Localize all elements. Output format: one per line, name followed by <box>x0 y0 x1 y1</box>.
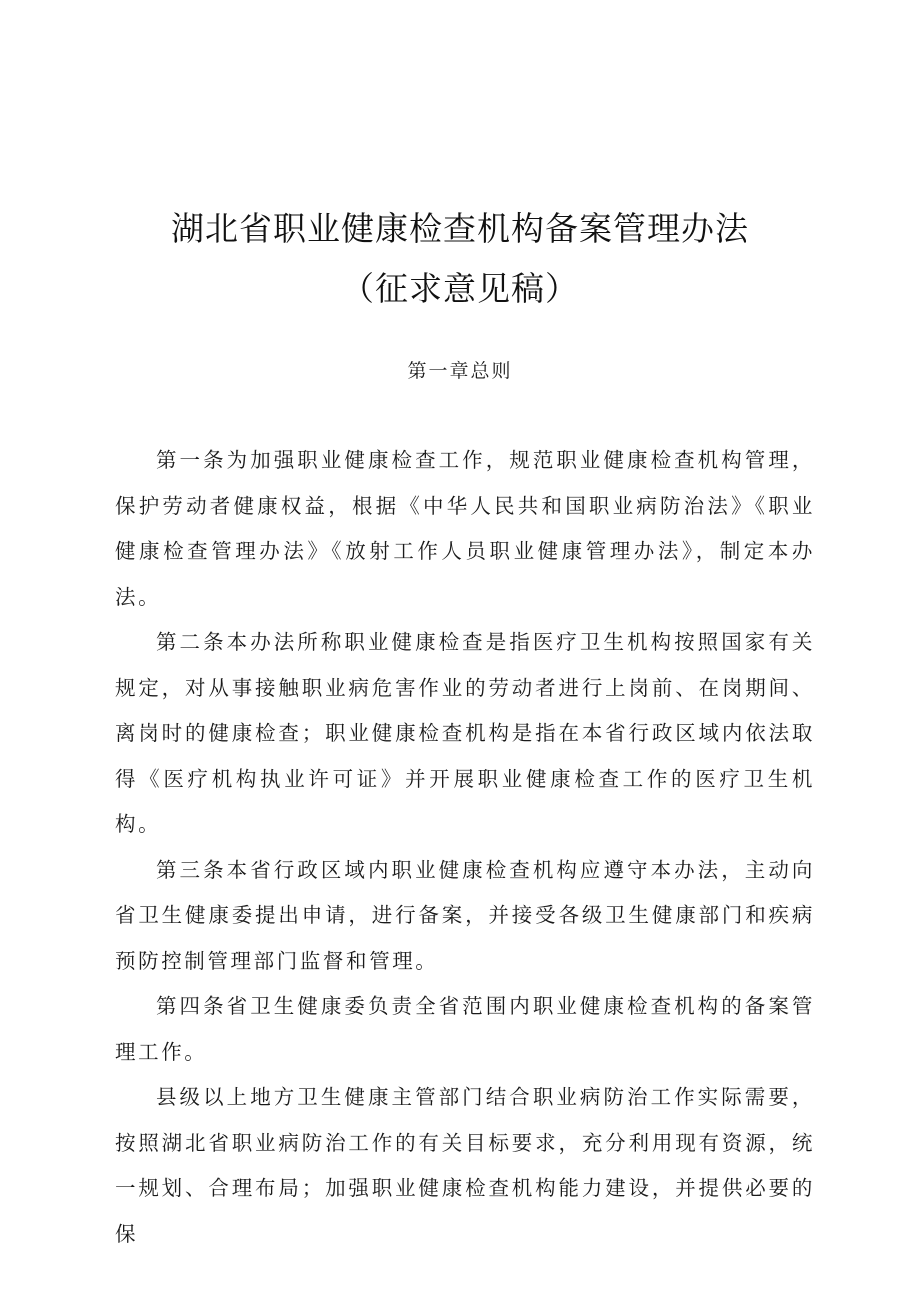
document-subtitle: （征求意见稿） <box>341 269 579 308</box>
paragraph-article-4: 第四条省卫生健康委负责全省范围内职业健康检查机构的备案管理工作。 <box>115 994 815 1064</box>
document-title: 湖北省职业健康检查机构备案管理办法 <box>171 209 749 248</box>
paragraph-article-4-cont: 县级以上地方卫生健康主管部门结合职业病防治工作实际需要，按照湖北省职业病防治工作的有关目标要求，充分利用现有资源，统一规划、合理布局；加强职业健康检查机构能力建设，并提供必要的保 <box>115 1085 815 1246</box>
paragraph-article-1: 第一条为加强职业健康检查工作，规范职业健康检查机构管理，保护劳动者健康权益，根据《中华人民共和国职业病防治法》《职业健康检查管理办法》《放射工作人员职业健康管理办法》，制定本办法。 <box>115 448 815 609</box>
document-body <box>115 438 815 1257</box>
chapter-heading: 第一章总则 <box>407 360 513 382</box>
paragraph-article-2: 第二条本办法所称职业健康检查是指医疗卫生机构按照国家有关规定，对从事接触职业病危害作业的劳动者进行上岗前、在岗期间、离岗时的健康检查；职业健康检查机构是指在本省行政区域内依法取得《医疗机构执业许可证》并开展职业健康检查工作的医疗卫生机构。 <box>115 630 815 836</box>
paragraph-article-3: 第三条本省行政区域内职业健康检查机构应遵守本办法，主动向省卫生健康委提出申请，进行备案，并接受各级卫生健康部门和疾病预防控制管理部门监督和管理。 <box>115 857 815 973</box>
